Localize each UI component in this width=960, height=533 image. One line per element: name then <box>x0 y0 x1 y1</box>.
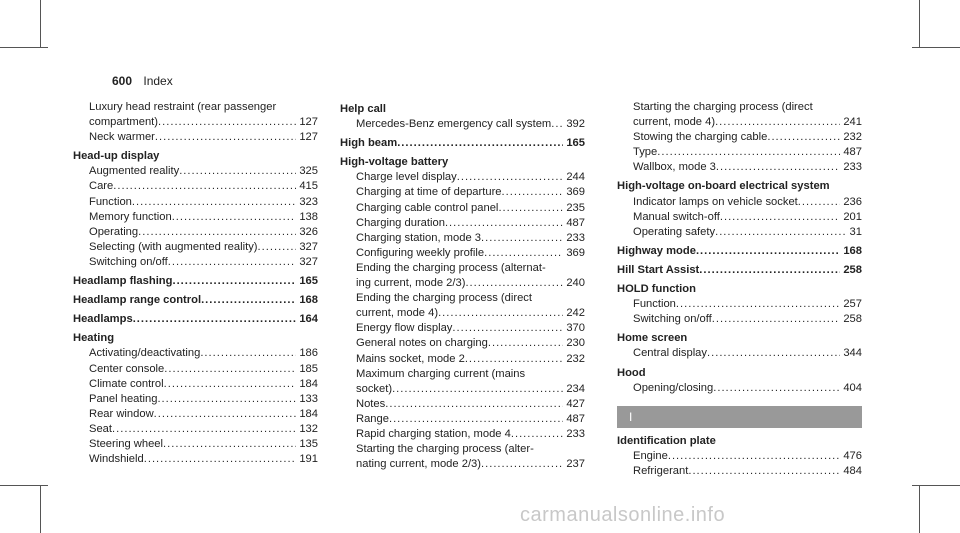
page-ref[interactable]: 244 <box>566 171 585 184</box>
leader-dots <box>172 210 297 225</box>
entry-text: Engine <box>633 449 668 462</box>
crop-mark <box>919 485 920 533</box>
entry-text: Seat <box>89 422 113 435</box>
entry-text: Mercedes-Benz emergency call system <box>356 118 552 131</box>
entry-text: Configuring weekly profile <box>356 246 485 259</box>
crop-mark <box>919 0 920 48</box>
index-entry <box>73 255 318 270</box>
index-entry <box>73 452 318 467</box>
entry-text: Notes <box>356 397 386 410</box>
index-letter: I <box>629 409 633 424</box>
page-ref[interactable]: 168 <box>843 244 862 257</box>
leader-dots <box>511 427 563 442</box>
page-ref[interactable]: 369 <box>566 186 585 199</box>
leader-dots <box>392 382 563 397</box>
index-entry <box>340 216 585 231</box>
index-entry <box>340 412 585 427</box>
entry-text: Windshield <box>89 453 144 466</box>
page-ref[interactable]: 132 <box>299 422 318 435</box>
entry-text: Rear window <box>89 407 154 420</box>
entry-text: High beam <box>340 137 398 150</box>
entry-text: Head-up display <box>73 150 160 163</box>
leader-dots <box>132 195 296 210</box>
entry-text: Function <box>89 195 132 208</box>
leader-dots <box>498 201 563 216</box>
leader-dots <box>668 449 840 464</box>
index-entry <box>340 276 585 291</box>
entry-text: Selecting (with augmented reality) <box>89 240 258 253</box>
page-ref[interactable]: 484 <box>843 464 862 477</box>
index-heading <box>617 331 862 346</box>
index-entry <box>73 130 318 145</box>
page-ref[interactable]: 323 <box>299 195 318 208</box>
entry-text: Ending the charging process (alternat- <box>356 261 546 274</box>
leader-dots <box>452 321 563 336</box>
leader-dots <box>481 231 563 246</box>
leader-dots <box>385 397 563 412</box>
entry-text: Ending the charging process (direct <box>356 292 532 305</box>
page-ref[interactable]: 242 <box>566 307 585 320</box>
entry-text: Opening/closing <box>633 381 714 394</box>
leader-dots <box>484 246 563 261</box>
entry-text: Panel heating <box>89 392 158 405</box>
index-column-3-h <box>617 100 862 396</box>
entry-text: Switching on/off <box>633 313 712 326</box>
leader-dots <box>713 381 840 396</box>
index-entry <box>340 306 585 321</box>
index-entry <box>73 100 318 115</box>
leader-dots <box>688 464 840 479</box>
page-ref[interactable]: 201 <box>843 210 862 223</box>
leader-dots <box>200 346 296 361</box>
leader-dots <box>712 312 841 327</box>
index-letter-bar <box>617 406 862 428</box>
entry-text: current, mode 4) <box>633 116 716 129</box>
entry-text: General notes on charging <box>356 337 488 350</box>
index-column-3-i <box>617 434 862 479</box>
entry-text: Highway mode <box>617 244 696 257</box>
leader-dots <box>133 312 297 327</box>
index-entry <box>617 145 862 160</box>
entry-text: Refrigerant <box>633 464 689 477</box>
entry-text: Charging duration <box>356 216 445 229</box>
index-heading <box>340 102 585 117</box>
page-ref[interactable]: 184 <box>299 407 318 420</box>
entry-text: HOLD function <box>617 283 696 296</box>
index-entry <box>73 392 318 407</box>
index-entry <box>340 382 585 397</box>
index-heading <box>617 179 862 194</box>
entry-text: Stowing the charging cable <box>633 131 768 144</box>
index-entry <box>340 321 585 336</box>
entry-text: Charging station, mode 3 <box>356 231 482 244</box>
crop-mark <box>0 485 48 486</box>
entry-text: Function <box>633 298 676 311</box>
index-entry <box>340 185 585 200</box>
index-entry <box>617 464 862 479</box>
entry-text: Charging at time of departure <box>356 186 502 199</box>
entry-text: Charging cable control panel <box>356 201 499 214</box>
entry-text: nating current, mode 2/3) <box>356 458 481 471</box>
crop-mark <box>0 47 48 48</box>
entry-text: Starting the charging process (direct <box>633 101 813 113</box>
index-entry <box>340 427 585 442</box>
leader-dots <box>157 392 296 407</box>
leader-dots <box>551 117 563 132</box>
leader-dots <box>657 145 840 160</box>
index-entry <box>73 377 318 392</box>
entry-text: Rapid charging station, mode 4 <box>356 427 511 440</box>
index-entry <box>340 457 585 472</box>
entry-text: Central display <box>633 347 707 360</box>
page-ref[interactable]: 326 <box>299 225 318 238</box>
leader-dots <box>164 362 296 377</box>
leader-dots <box>397 136 563 151</box>
page-ref[interactable]: 135 <box>299 437 318 450</box>
page-ref[interactable]: 369 <box>566 246 585 259</box>
index-entry <box>340 367 585 382</box>
page-ref[interactable]: 234 <box>566 382 585 395</box>
page-ref[interactable]: 168 <box>299 294 318 307</box>
index-entry <box>340 261 585 276</box>
leader-dots <box>172 274 296 289</box>
entry-text: Help call <box>340 103 387 115</box>
crop-mark <box>912 485 960 486</box>
index-entry <box>617 312 862 327</box>
entry-text: Headlamp range control <box>73 294 202 307</box>
index-entry <box>340 336 585 351</box>
page-ref[interactable]: 165 <box>299 275 318 288</box>
page-ref[interactable]: 236 <box>843 195 862 208</box>
entry-text: Manual switch-off <box>633 210 720 223</box>
page-ref[interactable]: 233 <box>843 161 862 174</box>
index-entry <box>617 225 862 240</box>
leader-dots <box>457 170 564 185</box>
entry-text: Activating/deactivating <box>89 347 201 360</box>
leader-dots <box>113 179 296 194</box>
leader-dots <box>715 225 846 240</box>
entry-text: Headlamp flashing <box>73 275 173 288</box>
page-ref[interactable]: 165 <box>566 137 585 150</box>
page-ref[interactable]: 164 <box>299 313 318 326</box>
index-entry <box>617 130 862 145</box>
entry-text: Operating <box>89 225 139 238</box>
index-column-2 <box>340 100 585 472</box>
page-ref[interactable]: 487 <box>566 216 585 229</box>
page-ref[interactable]: 327 <box>299 240 318 253</box>
index-heading <box>73 149 318 164</box>
crop-mark <box>40 0 41 48</box>
leader-dots <box>112 422 296 437</box>
entry-text: High-voltage on-board electrical system <box>617 180 830 193</box>
entry-text: Energy flow display <box>356 322 453 335</box>
index-entry <box>340 231 585 246</box>
index-heading <box>73 293 318 308</box>
entry-text: Climate control <box>89 377 164 390</box>
entry-text: Identification plate <box>617 434 716 447</box>
entry-text: Headlamps <box>73 313 133 326</box>
index-entry <box>73 422 318 437</box>
leader-dots <box>699 263 840 278</box>
entry-text: current, mode 4) <box>356 307 439 320</box>
index-entry <box>617 160 862 175</box>
index-entry <box>73 346 318 361</box>
leader-dots <box>201 293 296 308</box>
index-entry <box>73 407 318 422</box>
page-ref[interactable]: 31 <box>849 225 862 238</box>
index-entry <box>73 437 318 452</box>
entry-text: Wallbox, mode 3 <box>633 161 716 174</box>
page-ref[interactable]: 325 <box>299 165 318 178</box>
index-column-3 <box>617 100 862 479</box>
index-entry <box>617 115 862 130</box>
page-ref[interactable]: 230 <box>566 337 585 350</box>
index-entry <box>340 397 585 412</box>
index-entry <box>73 115 318 130</box>
entry-text: Home screen <box>617 332 688 345</box>
page-ref[interactable]: 233 <box>566 427 585 440</box>
index-entry <box>617 210 862 225</box>
page-ref[interactable]: 487 <box>566 412 585 425</box>
leader-dots <box>144 452 297 467</box>
page-ref[interactable]: 415 <box>299 180 318 193</box>
leader-dots <box>163 437 296 452</box>
page-ref[interactable]: 233 <box>566 231 585 244</box>
index-entry <box>617 381 862 396</box>
index-entry <box>340 442 585 457</box>
index-column-1 <box>73 100 318 467</box>
page-ref[interactable]: 191 <box>299 453 318 466</box>
index-entry <box>73 164 318 179</box>
index-entry <box>340 352 585 367</box>
entry-text: Starting the charging process (alter- <box>356 443 534 456</box>
entry-text: Mains socket, mode 2 <box>356 352 465 365</box>
index-entry <box>340 246 585 261</box>
index-entry <box>617 195 862 210</box>
leader-dots <box>798 195 841 210</box>
leader-dots <box>155 130 296 145</box>
index-entry <box>73 195 318 210</box>
leader-dots <box>676 297 840 312</box>
entry-text: socket) <box>356 382 393 395</box>
index-heading <box>617 282 862 297</box>
index-entry <box>73 210 318 225</box>
index-entry <box>73 179 318 194</box>
leader-dots <box>767 130 840 145</box>
entry-text: Type <box>633 146 658 159</box>
entry-text: Augmented reality <box>89 165 180 178</box>
index-heading <box>617 244 862 259</box>
index-entry <box>73 240 318 255</box>
entry-text: Charge level display <box>356 171 457 184</box>
page-ref[interactable]: 232 <box>843 131 862 144</box>
page-ref[interactable]: 404 <box>843 381 862 394</box>
entry-text: Center console <box>89 362 165 375</box>
page-ref[interactable]: 185 <box>299 362 318 375</box>
page-ref[interactable]: 344 <box>843 347 862 360</box>
index-entry <box>617 297 862 312</box>
index-heading <box>340 155 585 170</box>
index-heading <box>340 136 585 151</box>
page-ref[interactable]: 257 <box>843 298 862 311</box>
leader-dots <box>465 352 564 367</box>
crop-mark <box>40 485 41 533</box>
index-entry <box>73 362 318 377</box>
entry-text: High-voltage battery <box>340 156 449 169</box>
leader-dots <box>488 336 563 351</box>
leader-dots <box>438 306 563 321</box>
page-ref[interactable]: 235 <box>566 201 585 214</box>
page-ref[interactable]: 186 <box>299 347 318 360</box>
crop-mark <box>912 47 960 48</box>
page-header <box>112 74 173 88</box>
page-ref[interactable]: 487 <box>843 146 862 159</box>
index-heading <box>617 366 862 381</box>
index-entry <box>73 225 318 240</box>
entry-text: Care <box>89 180 114 193</box>
page-ref[interactable]: 370 <box>566 322 585 335</box>
entry-text: Hill Start Assist <box>617 263 700 276</box>
index-heading <box>73 331 318 346</box>
entry-text: Operating safety <box>633 225 716 238</box>
leader-dots <box>168 255 297 270</box>
entry-text: Luxury head restraint (rear passenger <box>89 101 277 113</box>
section-title: Index <box>143 74 173 88</box>
index-entry <box>340 291 585 306</box>
page-ref[interactable]: 258 <box>843 313 862 326</box>
page-ref[interactable]: 138 <box>299 210 318 223</box>
entry-text: Range <box>356 412 389 425</box>
index-entry <box>340 170 585 185</box>
index-entry <box>617 346 862 361</box>
entry-text: Switching on/off <box>89 255 168 268</box>
page-number: 600 <box>112 74 133 88</box>
entry-text: Memory function <box>89 210 172 223</box>
index-heading <box>73 312 318 327</box>
page-ref[interactable]: 184 <box>299 377 318 390</box>
page-ref[interactable]: 127 <box>299 131 318 144</box>
entry-text: Heating <box>73 332 115 345</box>
entry-text: ing current, mode 2/3) <box>356 277 466 290</box>
leader-dots <box>696 244 840 259</box>
leader-dots <box>720 210 840 225</box>
leader-dots <box>258 240 297 255</box>
leader-dots <box>445 216 563 231</box>
page-ref[interactable]: 392 <box>566 118 585 131</box>
leader-dots <box>465 276 563 291</box>
page-ref[interactable]: 240 <box>566 277 585 290</box>
page-ref[interactable]: 232 <box>566 352 585 365</box>
page-ref[interactable]: 127 <box>299 116 318 129</box>
page-ref[interactable]: 237 <box>566 458 585 471</box>
entry-text: Maximum charging current (mains <box>356 367 526 380</box>
index-entry <box>617 449 862 464</box>
index-heading <box>617 263 862 278</box>
leader-dots <box>502 185 564 200</box>
watermark: carmanualsonline.info <box>520 504 726 526</box>
entry-text: Hood <box>617 366 646 379</box>
leader-dots <box>389 412 563 427</box>
page-ref[interactable]: 133 <box>299 392 318 405</box>
leader-dots <box>716 160 840 175</box>
leader-dots <box>481 457 563 472</box>
leader-dots <box>158 115 296 130</box>
leader-dots <box>154 407 297 422</box>
leader-dots <box>707 346 840 361</box>
index-heading <box>617 434 862 449</box>
entry-text: Neck warmer <box>89 131 155 144</box>
page-ref[interactable]: 241 <box>843 116 862 129</box>
leader-dots <box>715 115 840 130</box>
entry-text: Steering wheel <box>89 437 164 450</box>
index-entry <box>340 117 585 132</box>
leader-dots <box>138 225 296 240</box>
leader-dots <box>179 164 296 179</box>
page-ref[interactable]: 427 <box>566 397 585 410</box>
index-entry <box>340 201 585 216</box>
page-ref[interactable]: 327 <box>299 255 318 268</box>
leader-dots <box>164 377 297 392</box>
entry-text: Indicator lamps on vehicle socket <box>633 195 798 208</box>
index-heading <box>73 274 318 289</box>
page-ref[interactable]: 258 <box>843 263 862 276</box>
page-ref[interactable]: 476 <box>843 449 862 462</box>
entry-text: compartment) <box>89 116 159 129</box>
index-entry <box>617 100 862 115</box>
